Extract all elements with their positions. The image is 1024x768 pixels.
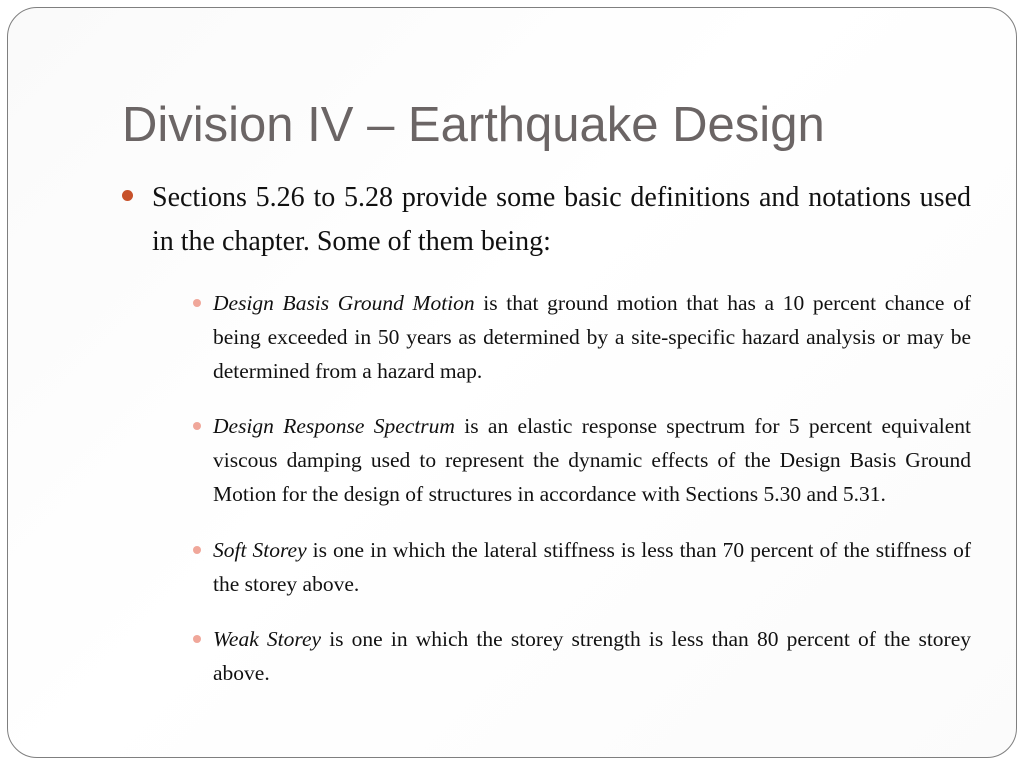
sub-bullet-icon [193, 635, 201, 643]
sub-bullet-icon [193, 299, 201, 307]
main-bullet-point [122, 176, 971, 264]
definition-item [213, 533, 971, 601]
slide-frame [7, 7, 1017, 758]
sub-bullet-icon [193, 422, 201, 430]
sub-bullet-icon [193, 546, 201, 554]
definition-term: Soft Storey [213, 537, 307, 562]
definition-text: is that ground motion that has a 10 percent chance of being exceeded in 50 years as determined by a site-specific hazard analysis or may be determined from a hazard map. [213, 290, 971, 383]
slide-title: Division IV – Earthquake Design [122, 98, 825, 152]
definition-text: is one in which the lateral stiffness is less than 70 percent of the stiffness of the storey above. [213, 537, 971, 596]
bullet-icon [122, 190, 133, 201]
definition-term: Design Response Spectrum [213, 414, 455, 438]
definition-term: Weak Storey [213, 627, 322, 651]
definition-text: is one in which the storey strength is less than 80 percent of the storey above. [213, 627, 971, 685]
definition-item [213, 622, 971, 690]
definition-term: Design Basis Ground Motion [213, 290, 475, 315]
slide-content [122, 176, 971, 695]
definition-item [213, 286, 971, 388]
definition-item [213, 409, 971, 511]
definition-text: is an elastic response spectrum for 5 percent equivalent viscous damping used to represent the dynamic effects of the Design Basis Ground Motion for the design of structures in accordance with Sections 5.30 and 5.31. [213, 414, 971, 506]
main-point-text: Sections 5.26 to 5.28 provide some basic definitions and notations used in the chapter. Some of them being: [152, 182, 971, 257]
